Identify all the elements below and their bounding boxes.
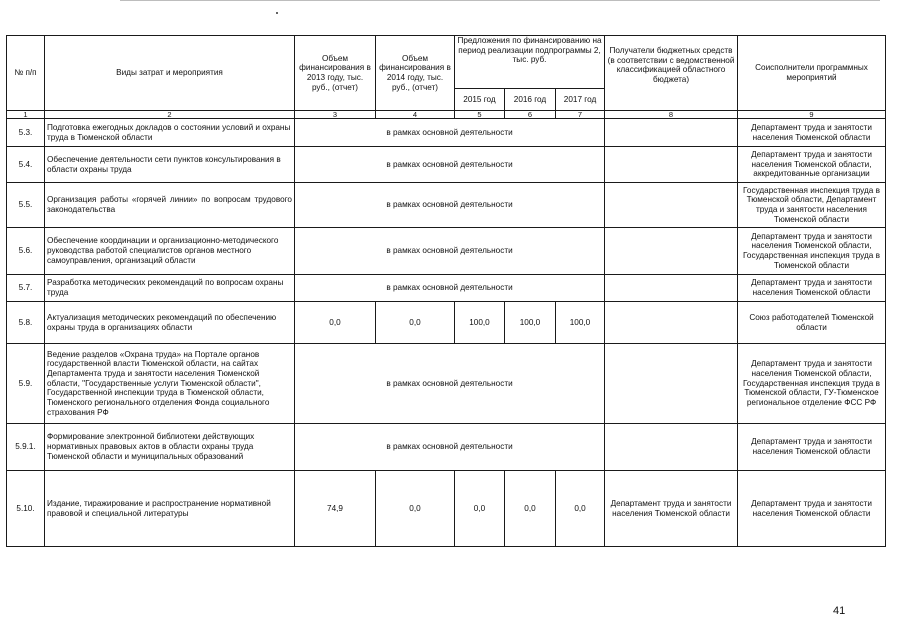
row-recipient: [605, 119, 738, 147]
header-year-2016: 2016 год: [505, 89, 556, 111]
row-funding-note: в рамках основной деятельности: [295, 275, 605, 302]
row-activity: Формирование электронной библиотеки действующих нормативных правовых актов в области охраны труда Тюменской области и муниципальных образований: [45, 424, 295, 471]
row-executor: Департамент труда и занятости населения Тюменской области: [738, 119, 886, 147]
row-funding-note: в рамках основной деятельности: [295, 228, 605, 275]
row-funding-note: в рамках основной деятельности: [295, 344, 605, 424]
row-number: 5.6.: [7, 228, 45, 275]
row-value-2016: 0,0: [505, 471, 556, 547]
column-number: 5: [455, 111, 505, 119]
table-row: [7, 228, 886, 275]
column-number: 9: [738, 111, 886, 119]
row-executor: Департамент труда и занятости населения Тюменской области: [738, 471, 886, 547]
row-funding-note: в рамках основной деятельности: [295, 424, 605, 471]
table-header: [7, 36, 886, 119]
row-activity: Организация работы «горячей линии» по вопросам трудового законодательства: [45, 183, 295, 228]
row-number: 5.4.: [7, 147, 45, 183]
header-funding-2013: Объем финансирования в 2013 году, тыс. руб., (отчет): [295, 36, 376, 111]
row-recipient: [605, 344, 738, 424]
column-number: 2: [45, 111, 295, 119]
header-num: № п/п: [7, 36, 45, 111]
row-funding-note: в рамках основной деятельности: [295, 119, 605, 147]
row-recipient: [605, 183, 738, 228]
row-activity: Обеспечение деятельности сети пунктов консультирования в области охраны труда: [45, 147, 295, 183]
header-year-2015: 2015 год: [455, 89, 505, 111]
row-executor: Государственная инспекция труда в Тюменской области, Департамент труда и занятости населения Тюменской области: [738, 183, 886, 228]
table-row: [7, 471, 886, 547]
table-row: [7, 424, 886, 471]
row-number: 5.9.1.: [7, 424, 45, 471]
row-number: 5.3.: [7, 119, 45, 147]
header-year-2017: 2017 год: [556, 89, 605, 111]
row-activity: Актуализация методических рекомендаций по обеспечению охраны труда в организациях области: [45, 302, 295, 344]
row-executor: Департамент труда и занятости населения Тюменской области: [738, 424, 886, 471]
header-activity: Виды затрат и мероприятия: [45, 36, 295, 111]
row-activity: Подготовка ежегодных докладов о состоянии условий и охраны труда в Тюменской области: [45, 119, 295, 147]
table-row: [7, 344, 886, 424]
table-row: [7, 302, 886, 344]
header-executors: Соисполнители программных мероприятий: [738, 36, 886, 111]
row-number: 5.8.: [7, 302, 45, 344]
row-number: 5.5.: [7, 183, 45, 228]
header-funding-2014: Объем финансирования в 2014 году, тыс. руб., (отчет): [376, 36, 455, 111]
row-activity: Издание, тиражирование и распространение нормативной правовой и специальной литературы: [45, 471, 295, 547]
table-row: [7, 147, 886, 183]
row-recipient: [605, 275, 738, 302]
row-activity: Обеспечение координации и организационно-методического руководства работой специалистов органов местного самоуправления, организаций области: [45, 228, 295, 275]
column-number-row: [7, 111, 886, 119]
row-funding-note: в рамках основной деятельности: [295, 147, 605, 183]
row-activity: Ведение разделов «Охрана труда» на Портале органов государственной власти Тюменской области, на сайтах Департамента труда и занятости населения Тюменской области, "Государственные услуги Тюменской области", Государственной инспекции труда в Тюменской области, Тюменского регионального отделения Фонда социального страхования РФ: [45, 344, 295, 424]
scan-top-edge-line: [120, 0, 880, 1]
table-row: [7, 119, 886, 147]
page-number: 41: [833, 605, 846, 617]
row-value-2017: 100,0: [556, 302, 605, 344]
table-body: [7, 119, 886, 547]
scan-dot-mark: [276, 12, 278, 14]
column-number: 4: [376, 111, 455, 119]
column-number: 8: [605, 111, 738, 119]
row-number: 5.7.: [7, 275, 45, 302]
table-row: [7, 275, 886, 302]
row-recipient: [605, 302, 738, 344]
row-value-2017: 0,0: [556, 471, 605, 547]
row-number: 5.9.: [7, 344, 45, 424]
row-executor: Департамент труда и занятости населения Тюменской области, Государственная инспекция труда в Тюменской области, ГУ-Тюменское региональное отделение ФСС РФ: [738, 344, 886, 424]
row-executor: Департамент труда и занятости населения Тюменской области: [738, 275, 886, 302]
row-value-2015: 0,0: [455, 471, 505, 547]
column-number: 1: [7, 111, 45, 119]
row-value-2015: 100,0: [455, 302, 505, 344]
row-activity: Разработка методических рекомендаций по вопросам охраны труда: [45, 275, 295, 302]
funding-table: [6, 35, 886, 547]
table-row: [7, 183, 886, 228]
row-executor: Департамент труда и занятости населения Тюменской области, аккредитованные организации: [738, 147, 886, 183]
row-recipient: [605, 228, 738, 275]
row-recipient: [605, 147, 738, 183]
row-value-2014: 0,0: [376, 471, 455, 547]
row-executor: Союз работодателей Тюменской области: [738, 302, 886, 344]
row-recipient: Департамент труда и занятости населения Тюменской области: [605, 471, 738, 547]
header-recipients: Получатели бюджетных средств (в соответствии с ведомственной классификацией областного бюджета): [605, 36, 738, 111]
column-number: 7: [556, 111, 605, 119]
row-value-2014: 0,0: [376, 302, 455, 344]
row-value-2013: 0,0: [295, 302, 376, 344]
row-value-2013: 74,9: [295, 471, 376, 547]
row-funding-note: в рамках основной деятельности: [295, 183, 605, 228]
column-number: 6: [505, 111, 556, 119]
row-recipient: [605, 424, 738, 471]
row-number: 5.10.: [7, 471, 45, 547]
header-proposals: Предложения по финансированию на период реализации подпрограммы 2, тыс. руб.: [455, 36, 605, 89]
column-number: 3: [295, 111, 376, 119]
row-value-2016: 100,0: [505, 302, 556, 344]
row-executor: Департамент труда и занятости населения Тюменской области, Государственная инспекция труда в Тюменской области: [738, 228, 886, 275]
